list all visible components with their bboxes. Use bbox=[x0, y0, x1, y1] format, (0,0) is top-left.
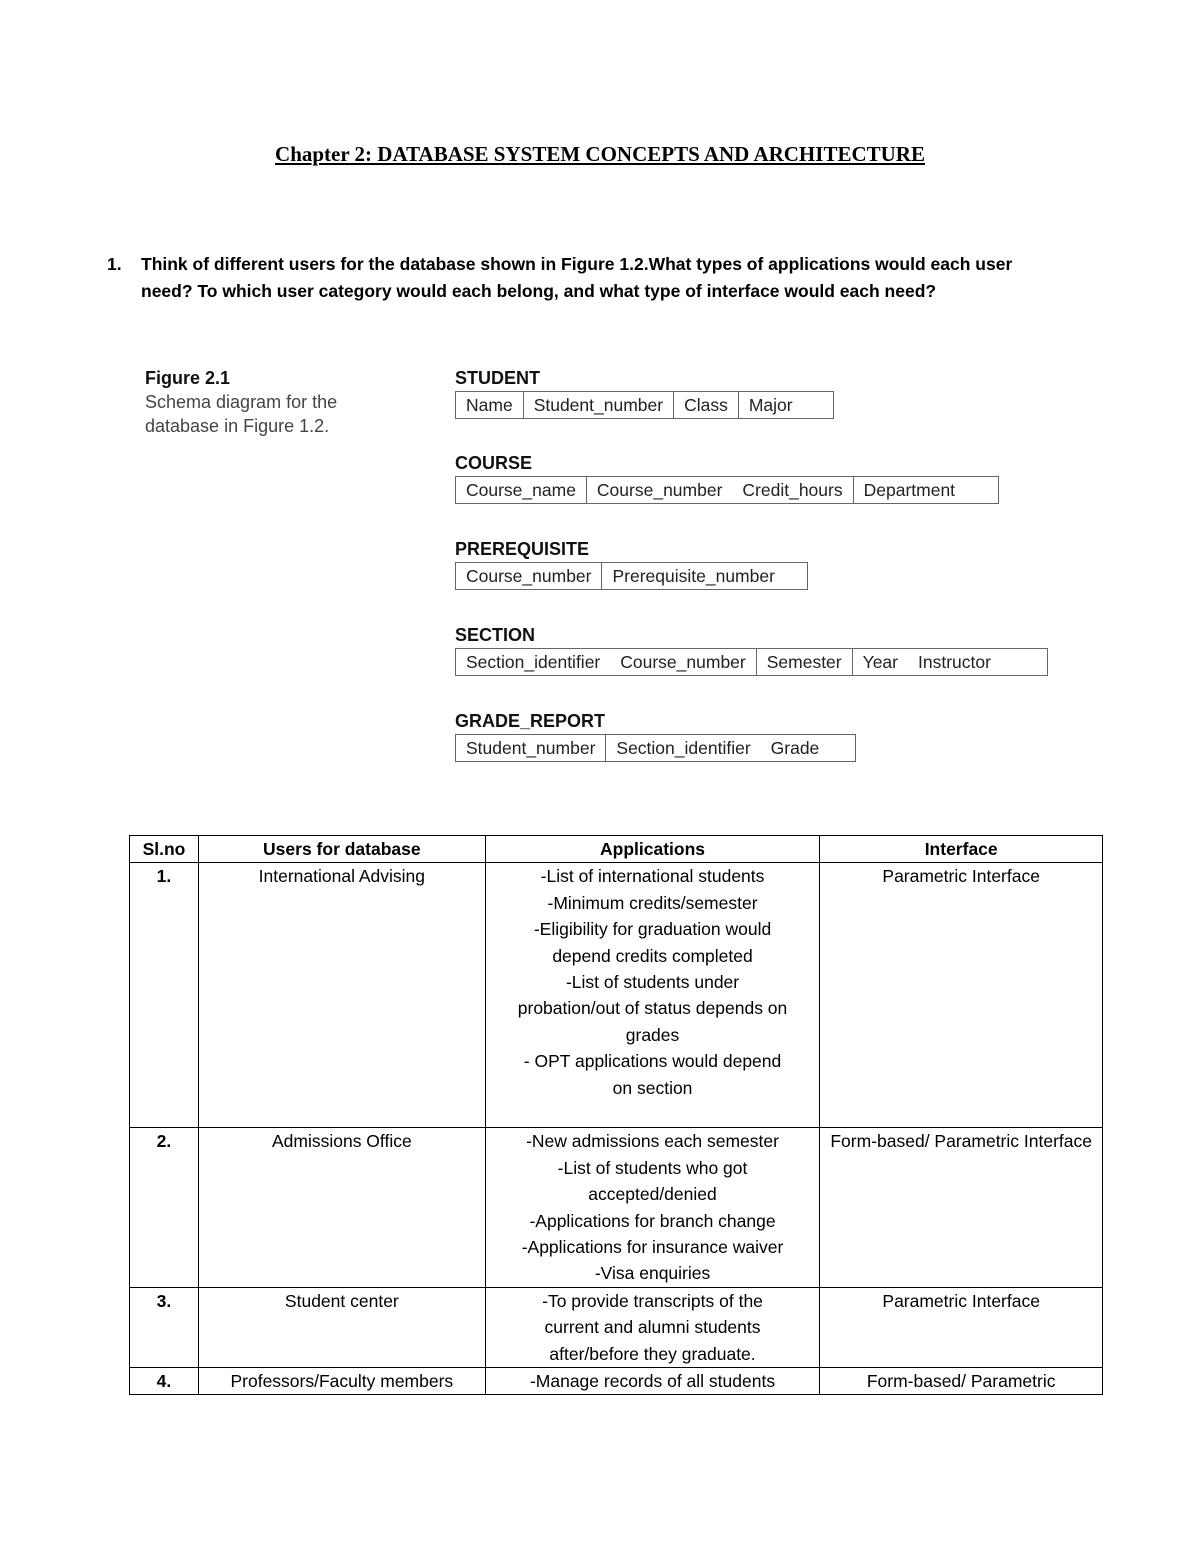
row-interface: Parametric Interface bbox=[820, 863, 1103, 1128]
relation-attributes bbox=[455, 391, 834, 419]
application-item: -List of international students bbox=[540, 866, 765, 887]
row-user: International Advising bbox=[198, 863, 485, 1128]
header-interface: Interface bbox=[820, 836, 1103, 863]
attribute: Course_number bbox=[456, 563, 602, 589]
application-item: -Manage records of all students bbox=[529, 1371, 776, 1392]
application-item: -Eligibility for graduation would bbox=[533, 919, 772, 940]
table-row bbox=[130, 1128, 1103, 1287]
relation-name: PREREQUISITE bbox=[455, 539, 590, 559]
attribute: Department bbox=[863, 480, 956, 500]
table-row bbox=[130, 863, 1103, 1128]
relation-attributes bbox=[455, 476, 999, 504]
figure-description-line: Schema diagram for the bbox=[145, 392, 338, 412]
attribute: Section_identifier bbox=[466, 652, 601, 672]
attribute: Instructor bbox=[917, 652, 991, 672]
application-item: - OPT applications would depend bbox=[523, 1051, 782, 1072]
application-item: on section bbox=[612, 1077, 693, 1098]
attribute: Section_identifier bbox=[616, 738, 751, 758]
row-applications bbox=[485, 1128, 820, 1287]
attribute: Course_name bbox=[456, 477, 587, 503]
attribute: Course_number bbox=[610, 649, 756, 675]
figure-description-line: database in Figure 1.2. bbox=[145, 416, 330, 436]
relation-grade-report bbox=[455, 709, 856, 762]
relation-prerequisite bbox=[455, 537, 808, 590]
relation-attributes bbox=[455, 734, 856, 762]
row-number: 2. bbox=[130, 1128, 199, 1287]
question-text: Think of different users for the database shown in Figure 1.2.What types of applications would each user need? To which user category would each belong, and what type of interface would each need? bbox=[141, 254, 1013, 301]
relation-attributes bbox=[455, 648, 1048, 676]
row-user: Student center bbox=[198, 1287, 485, 1367]
header-applications: Applications bbox=[485, 836, 820, 863]
attribute: Semester bbox=[757, 649, 853, 675]
relation-name: COURSE bbox=[455, 453, 533, 473]
row-applications bbox=[485, 1368, 820, 1395]
application-item: -Minimum credits/semester bbox=[547, 892, 758, 913]
row-number: 3. bbox=[130, 1287, 199, 1367]
attribute: Grade bbox=[770, 738, 820, 758]
application-item: grades bbox=[625, 1024, 680, 1045]
application-item: -List of students who got bbox=[557, 1157, 748, 1178]
attribute: Year bbox=[862, 652, 898, 672]
application-item: after/before they graduate. bbox=[549, 1343, 756, 1364]
application-item: accepted/denied bbox=[588, 1184, 717, 1205]
table-header-row bbox=[130, 836, 1103, 863]
attribute: Credit_hours bbox=[732, 477, 853, 503]
application-item: depend credits completed bbox=[552, 945, 753, 966]
application-item: -New admissions each semester bbox=[526, 1131, 779, 1152]
row-interface: Parametric Interface bbox=[820, 1287, 1103, 1367]
attribute: Major bbox=[748, 395, 793, 415]
application-item: -To provide transcripts of the bbox=[542, 1290, 763, 1311]
users-table bbox=[129, 835, 1103, 1395]
attribute: Student_number bbox=[524, 392, 674, 418]
row-applications bbox=[485, 863, 820, 1128]
row-interface: Form-based/ Parametric bbox=[820, 1368, 1103, 1395]
header-users: Users for database bbox=[198, 836, 485, 863]
row-user: Admissions Office bbox=[198, 1128, 485, 1287]
table-row bbox=[130, 1368, 1103, 1395]
relation-name: STUDENT bbox=[455, 368, 540, 388]
attribute: Name bbox=[456, 392, 524, 418]
attribute: Student_number bbox=[456, 735, 606, 761]
row-number: 4. bbox=[130, 1368, 199, 1395]
attribute: Class bbox=[674, 392, 739, 418]
application-item: current and alumni students bbox=[544, 1317, 761, 1338]
page-title: Chapter 2: DATABASE SYSTEM CONCEPTS AND ARCHITECTURE bbox=[275, 142, 925, 166]
attribute: Prerequisite_number bbox=[612, 566, 775, 586]
row-user: Professors/Faculty members bbox=[198, 1368, 485, 1395]
figure-label: Figure 2.1 bbox=[145, 368, 231, 388]
application-item: -Applications for branch change bbox=[529, 1210, 776, 1231]
question-number: 1. bbox=[107, 254, 122, 274]
application-item: -Visa enquiries bbox=[594, 1263, 711, 1284]
relation-name: SECTION bbox=[455, 625, 536, 645]
table-row bbox=[130, 1287, 1103, 1367]
relation-section bbox=[455, 623, 1048, 676]
figure-caption bbox=[145, 366, 337, 438]
application-item: -List of students under bbox=[565, 972, 740, 993]
row-number: 1. bbox=[130, 863, 199, 1128]
relation-course bbox=[455, 451, 999, 504]
relation-attributes bbox=[455, 562, 808, 590]
attribute: Course_number bbox=[596, 480, 723, 500]
relation-student bbox=[455, 366, 834, 419]
application-item: probation/out of status depends on bbox=[517, 998, 788, 1019]
row-applications bbox=[485, 1287, 820, 1367]
header-slno: Sl.no bbox=[130, 836, 199, 863]
relation-name: GRADE_REPORT bbox=[455, 711, 606, 731]
row-interface: Form-based/ Parametric Interface bbox=[820, 1128, 1103, 1287]
application-item: -Applications for insurance waiver bbox=[521, 1237, 784, 1258]
question-1 bbox=[107, 251, 1067, 305]
